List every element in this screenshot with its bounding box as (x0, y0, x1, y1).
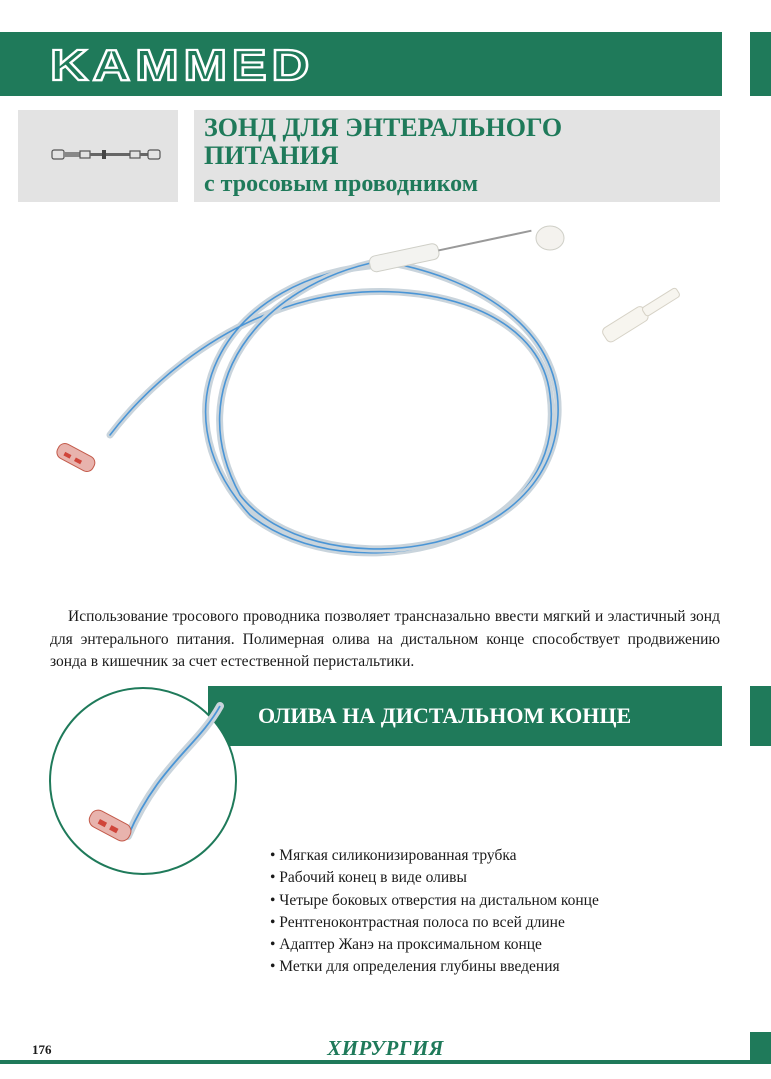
feature-item: • Рентгеноконтрастная полоса по всей длине (270, 913, 565, 931)
footer-section-title: ХИРУРГИЯ (327, 1036, 444, 1060)
probe-thumbnail-image (18, 110, 178, 202)
probe-product-image (50, 215, 750, 595)
feature-item: • Четыре боковых отверстия на дистальном конце (270, 891, 599, 909)
section-banner (208, 686, 722, 746)
section-edge-block (750, 686, 771, 746)
header-edge-block (750, 32, 771, 96)
feature-item: • Адаптер Жанэ на проксимальном конце (270, 936, 542, 954)
page-number: 176 (32, 1042, 52, 1057)
logo-text: KAMMED (50, 42, 314, 86)
title-subtitle: с тросовым проводником (204, 171, 479, 197)
olive-tip-detail-image (48, 686, 238, 876)
thumbnail-panel (18, 110, 178, 202)
description-text: Использование тросового проводника позволяет трансназально ввести мягкий и эластичный зонд для энтерального питания. Полимерная олива на дистальном конце способствует продвижению зонда в кишечник за счет естественной перистальтики. (50, 608, 720, 670)
title-line-1: ЗОНД ДЛЯ ЭНТЕРАЛЬНОГО (204, 113, 563, 142)
features-list (270, 845, 599, 979)
feature-item: • Метки для определения глубины введения (270, 958, 560, 976)
section-title: ОЛИВА НА ДИСТАЛЬНОМ КОНЦЕ (258, 703, 632, 728)
feature-item: • Рабочий конец в виде оливы (270, 869, 467, 887)
kammed-logo (48, 42, 318, 86)
title-line-2: ПИТАНИЯ (204, 141, 339, 170)
title-panel (194, 110, 720, 202)
feature-item: • Мягкая силиконизированная трубка (270, 847, 517, 864)
